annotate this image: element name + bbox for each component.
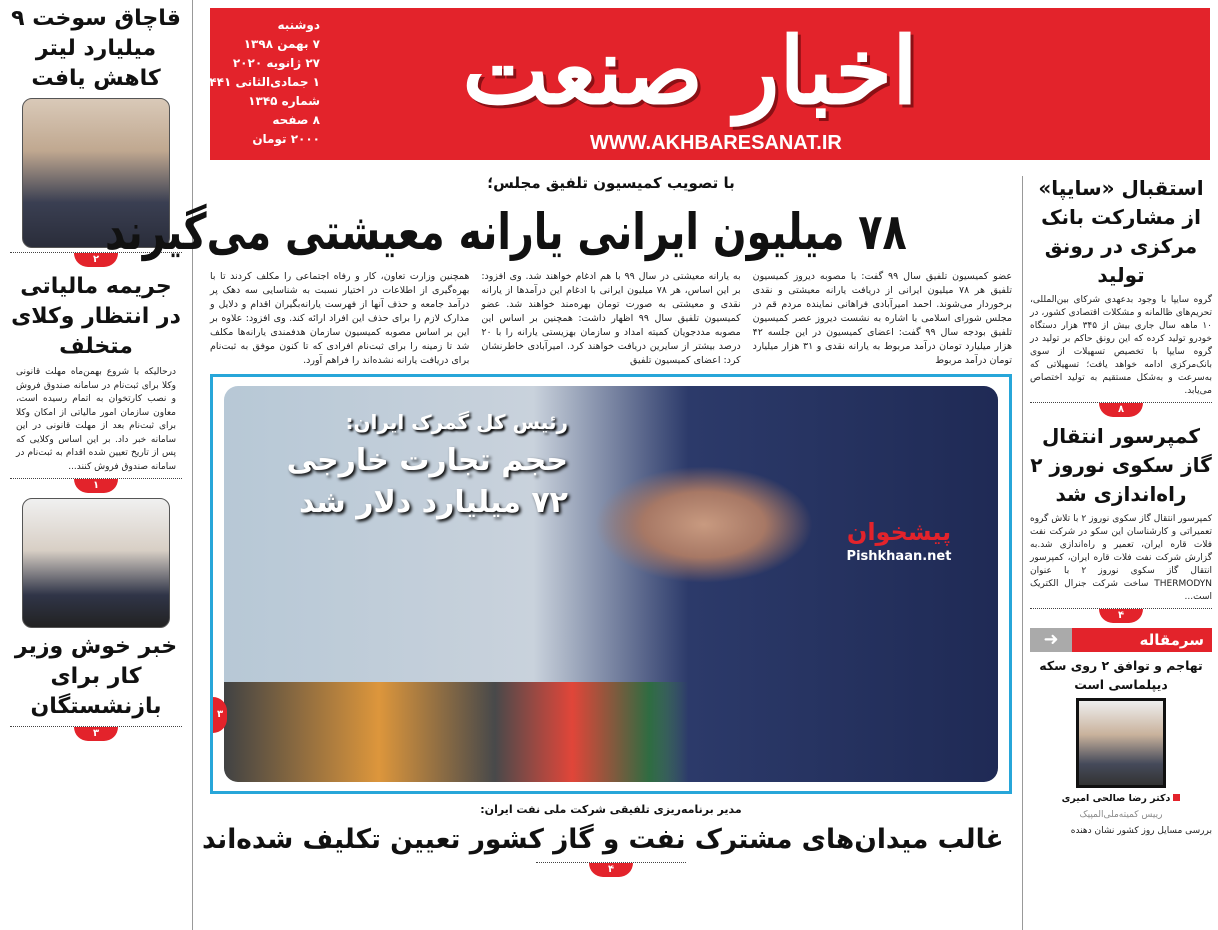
author-photo xyxy=(1076,698,1166,788)
left-story2-title[interactable]: جریمه مالیاتی در انتظار وکلای متخلف xyxy=(11,274,181,359)
issue-day: دوشنبه xyxy=(277,18,320,32)
watermark-logo: پیشخوان xyxy=(846,518,952,546)
issue-date-hijri: ۱ جمادی‌الثانی ۱۴۴۱ xyxy=(201,75,320,89)
photo-text xyxy=(238,408,568,524)
bullet-icon xyxy=(1173,794,1180,801)
page-badge[interactable]: ۲ xyxy=(74,253,118,267)
photo-kicker: رئیس کل گمرک ایران: xyxy=(345,410,568,434)
portrait-photo xyxy=(22,498,170,628)
main-column-2: به یارانه معیشتی در سال ۹۹ با هم ادغام خواهند شد. وی افزود: بر این اساس، هر ۷۸ میلیون ایرانی با ادغام این درآمدها از یارانه نقدی و معیشتی به صورت تومان بهره‌مند خواهند شد. عضو کمیسیون تلفیق سال ۹۹ اظهار داشت: همچنین بر اساس این مصوبه مددجویان کمیته امداد و سازمان بهزیستی یارانه را با ۲۰ درصد بیشتر از سایرین دریافت خواهند کرد. امیرآبادی خاطرنشان کرد: اعضای کمیسیون تلفیق xyxy=(481,271,741,366)
watermark-url: Pishkhaan.net xyxy=(846,549,952,564)
divider xyxy=(1030,608,1212,624)
main-column-3: همچنین وزارت تعاون، کار و رفاه اجتماعی را مکلف کردند تا با بهره‌گیری از اطلاعات در اختیار نسبت به شناسایی سه دهک پر درآمد جامعه و حذف آنها از فهرست یارانه‌بگیران اقدام و دلایل و مدارک لازم را برای حذف این افراد ارائه کند. وی افزود: علاوه بر این بر اساس مصوبه کمیسیون سازمان هدفمندی یارانه‌ها مکلف شد تا زمینه را برای ثبت‌نام افرادی که تا کنون موفق به ثبت‌نام برای دریافت یارانه نشده‌اند را فراهم آورد. xyxy=(210,271,470,366)
right-story2-body: کمپرسور انتقال گاز سکوی نوروز ۲ با تلاش گروه تعمیراتی و کارشناسان این سکو در شرکت نفت فلات قاره ایران، تعمیر و راه‌اندازی شد.به گزارش شرکت نفت فلات قاره ایران، کمپرسور انتقال گاز سکوی نوروز ۲ با عنوان THERMODYN ساخت شرکت جنرال الکتریک است... xyxy=(1030,514,1212,602)
editorial-header xyxy=(1030,628,1212,652)
left-story2-body: درحالیکه با شروع بهمن‌ماه مهلت قانونی وکلا برای ثبت‌نام در سامانه صندوق فروش و نصب کارتخوان به اتمام رسیده است، معاون سازمان امور مالیاتی از امکان وکلا برای ثبت‌نام بعد از مهلت قانونی در این سامانه خبر داد. بر این اساس وکلایی که پس از تاریخ تعیین شده اقدام به ثبت‌نام در سامانه صندوق فروش کنند... xyxy=(16,367,176,472)
masthead xyxy=(201,8,1210,160)
divider xyxy=(10,726,182,742)
bottom-headline[interactable]: غالب میدان‌های مشترک نفت و گاز کشور تعیین تکلیف شده‌اند xyxy=(202,824,1005,855)
main-kicker: با تصویب کمیسیون تلفیق مجلس؛ xyxy=(487,174,735,192)
left-story3-title[interactable]: خبر خوش وزیر کار برای بازنشستگان xyxy=(14,634,178,719)
photo-headline-line2: ۷۲ میلیارد دلار شد xyxy=(298,485,568,520)
issue-date-gregorian: ۲۷ ژانویه ۲۰۲۰ xyxy=(232,56,320,70)
issue-date-persian: ۷ بهمن ۱۳۹۸ xyxy=(243,37,320,51)
page-badge[interactable]: ۳ xyxy=(74,727,118,741)
divider xyxy=(1030,402,1212,418)
right-story2-title[interactable]: کمپرسور انتقال گاز سکوی نوروز ۲ راه‌اندازی شد xyxy=(1030,424,1212,506)
editorial-author xyxy=(1030,792,1212,805)
main-column-1: عضو کمیسیون تلفیق سال ۹۹ گفت: با مصوبه دیروز کمیسیون تلفیق هر ۷۸ میلیون ایرانی از دریافت یارانه معیشتی و نقدی برخوردار می‌شوند. احمد امیرآبادی فراهانی نماینده مردم قم در مجلس شورای اسلامی با اشاره به نشست دیروز عصر کمیسیون تلفیق بودجه سال ۹۹ گفت: اعضای کمیسیون در این جلسه ۴۲ هزار میلیارد تومان درآمد مربوط به یارانه نقدی و ۳۱ هزار میلیارد تومان درآمد مربوط xyxy=(752,271,1013,366)
main-columns xyxy=(210,270,1012,368)
column-divider xyxy=(192,0,193,930)
newspaper-logo: اخبار صنعت xyxy=(462,17,918,125)
photo-headline[interactable] xyxy=(238,440,568,524)
issue-info xyxy=(201,16,320,149)
issue-number: شماره ۱۳۴۵ xyxy=(248,94,320,108)
right-story1-title[interactable]: استقبال «سایپا» از مشارکت بانک مرکزی در رونق تولید xyxy=(1038,176,1204,287)
photo-headline-line1: حجم تجارت خارجی xyxy=(286,443,568,478)
page-badge[interactable]: ۸ xyxy=(1099,403,1143,417)
price: ۲۰۰۰ تومان xyxy=(252,132,320,146)
right-column xyxy=(1030,174,1212,930)
left-column xyxy=(10,4,182,930)
bottom-kicker: مدیر برنامه‌ریزی تلفیقی شرکت ملی نفت ایران: xyxy=(480,803,742,816)
watermark xyxy=(824,516,974,566)
page-badge[interactable]: ۴ xyxy=(1099,609,1143,623)
microphones xyxy=(224,682,998,782)
main-area xyxy=(105,172,1013,930)
divider xyxy=(536,862,686,878)
page-badge[interactable]: ۴ xyxy=(589,863,633,877)
column-divider xyxy=(1022,176,1023,930)
editorial-label: سرمقاله xyxy=(1072,628,1212,652)
main-headline[interactable]: ۷۸ میلیون ایرانی یارانه معیشتی می‌گیرند xyxy=(105,203,908,261)
editorial-body: بررسی مسایل روز کشور نشان دهنده xyxy=(1070,826,1212,836)
author-name: دکتر رضا صالحی امیری xyxy=(1061,793,1171,804)
page-badge[interactable]: ۳ xyxy=(213,697,227,733)
author-role: رییس کمیته‌ملی‌المپیک xyxy=(1079,810,1163,820)
right-story1-body: گروه سایپا با وجود بدعهدی شرکای بین‌المللی، تحریم‌های ظالمانه و مشکلات اقتصادی کشور، در ۱۰ ماهه سال جاری بیش از ۳۴۵ هزار دستگاه خودرو تولید کرده که این رونق حاکم بر تولید در گروه سایپا با تخصیص تسهیلات از سوی بانک‌مرکزی ادامه خواهد یافت؛ تسهیلاتی که به‌سرعت و به‌شکل مستقیم به تولید اختصاص می‌یابد. xyxy=(1030,295,1212,396)
photo-story-frame[interactable] xyxy=(210,374,1012,794)
left-story1-title[interactable]: قاچاق سوخت ۹ میلیارد لیتر کاهش یافت xyxy=(11,6,181,91)
divider xyxy=(10,478,182,494)
newspaper-logo-box xyxy=(190,16,1190,126)
page-badge[interactable]: ۱ xyxy=(74,479,118,493)
editorial-arrow-icon: ➜ xyxy=(1030,628,1072,652)
customs-chief-photo xyxy=(224,386,998,782)
bottom-headline-box xyxy=(202,822,1012,858)
page-count: ۸ صفحه xyxy=(272,113,320,127)
editorial-title[interactable]: تهاجم و توافق ۲ روی سکه دیپلماسی است xyxy=(1039,658,1203,692)
website-url[interactable]: WWW.AKHBARESANAT.IR xyxy=(590,132,842,154)
main-headline-box xyxy=(105,198,1012,266)
